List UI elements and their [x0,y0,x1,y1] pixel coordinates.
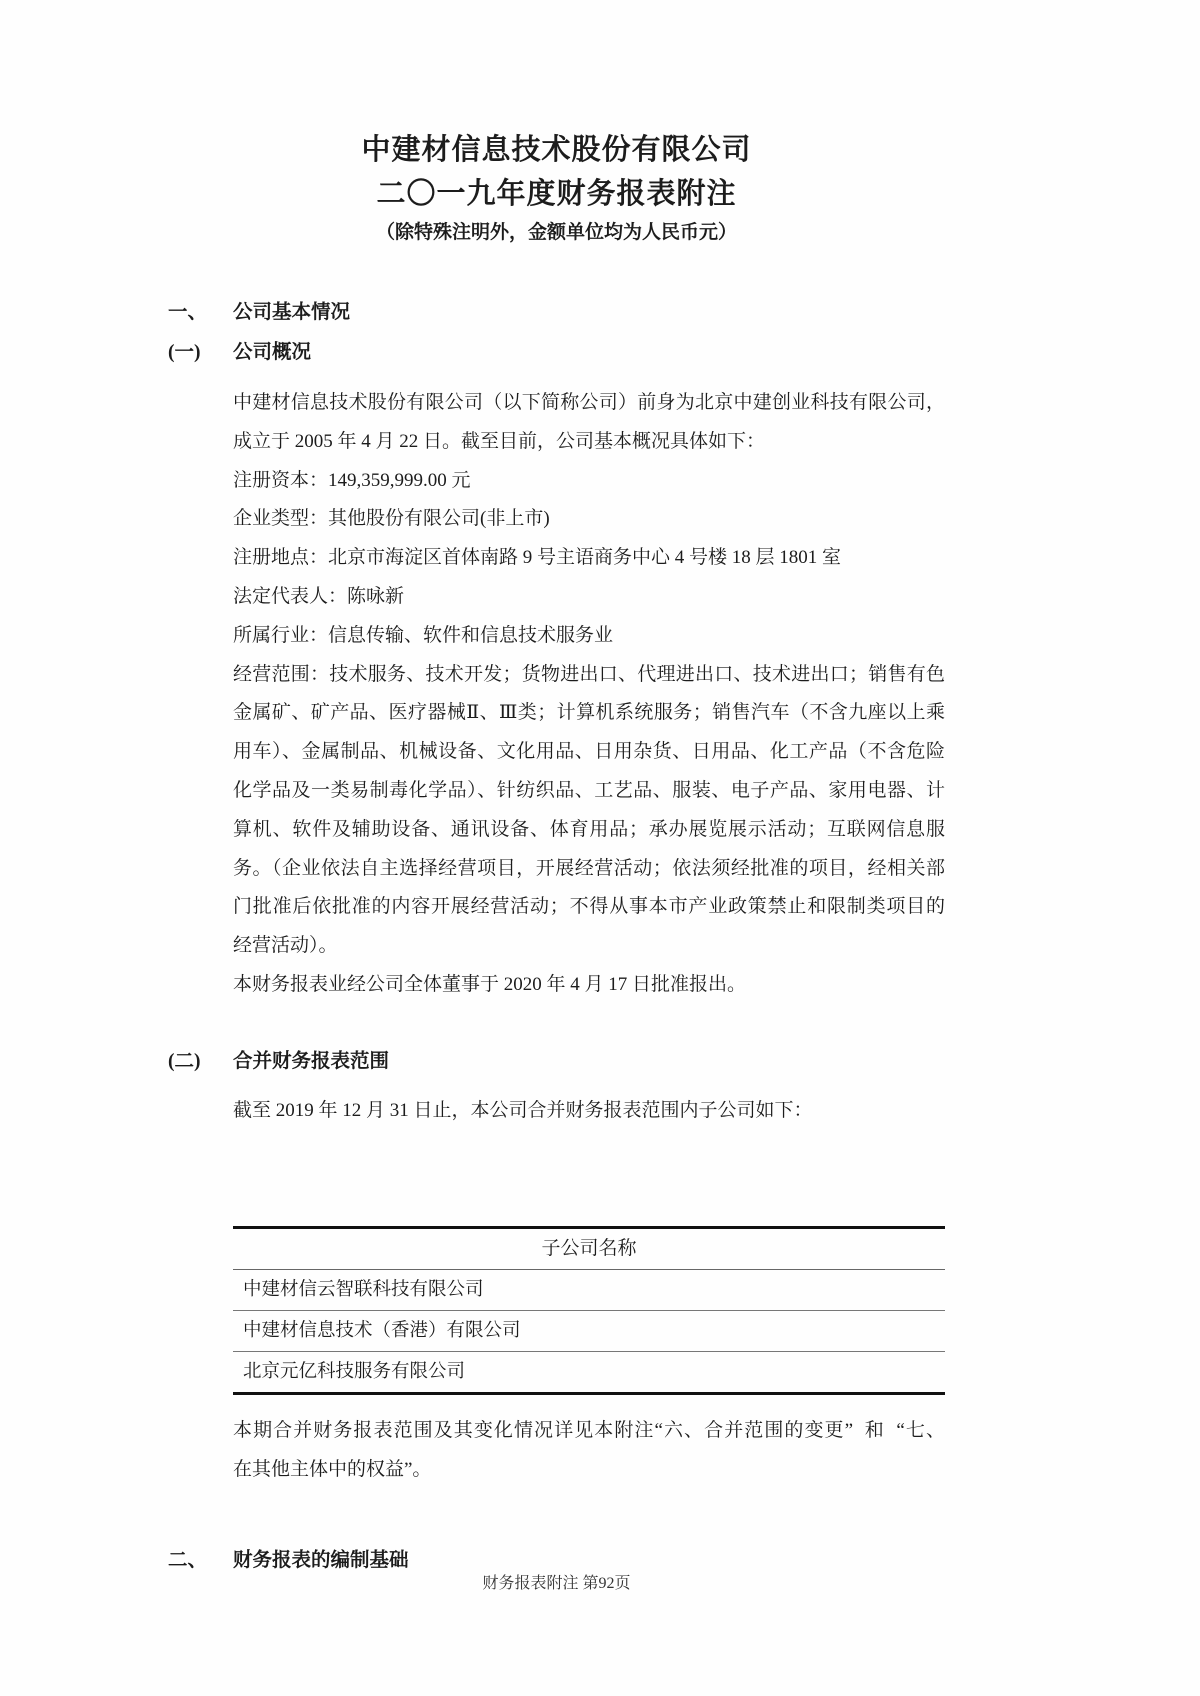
table-row: 中建材信云智联科技有限公司 [233,1270,945,1311]
paragraph-line: 经营活动）。 [233,935,338,957]
section1-title: 公司基本情况 [233,302,351,323]
company-title: 中建材信息技术股份有限公司 [361,134,752,166]
subsection1-heading [168,338,1200,368]
paragraph-line: 务。（企业依法自主选择经营项目，开展经营活动；依法须经批准的项目，经相关部 [233,857,945,879]
paragraph-line: 经营范围：技术服务、技术开发；货物进出口、代理进出口、技术进出口；销售有色 [233,663,945,685]
paragraph-line: 用车）、金属制品、机械设备、文化用品、日用杂货、日用品、化工产品（不含危险 [233,741,945,763]
paragraph-line: 在其他主体中的权益”。 [233,1459,432,1481]
subsection1-number: (一) [168,342,201,363]
paragraph-line: 成立于 2005 年 4 月 22 日。截至目前，公司基本概况具体如下： [233,430,766,452]
paragraph-line: 法定代表人：陈咏新 [233,585,405,607]
paragraph-line: 化学品及一类易制毒化学品）、针纺织品、工艺品、服装、电子产品、家用电器、计 [233,779,945,801]
paragraph-line: 中建材信息技术股份有限公司（以下简称公司）前身为北京中建创业科技有限公司， [233,392,945,413]
paragraph-line: 注册地点：北京市海淀区首体南路 9 号主语商务中心 4 号楼 18 层 1801 室 [233,547,842,569]
paragraph-line: 注册资本：149,359,999.00 元 [233,469,471,491]
paragraph-line: 算机、软件及辅助设备、通讯设备、体育用品；承办展览展示活动；互联网信息服 [233,818,945,840]
table-row: 中建材信息技术（香港）有限公司 [233,1311,945,1352]
paragraph-line: 金属矿、矿产品、医疗器械Ⅱ、Ⅲ类；计算机系统服务；销售汽车（不含九座以上乘 [233,702,945,724]
section1-number: 一、 [168,302,208,323]
scope-intro [233,1091,945,1130]
scope-intro-line: 截至 2019 年 12 月 31 日止，本公司合并财务报表范围内子公司如下： [233,1099,813,1121]
table-row: 北京元亿科技服务有限公司 [243,1361,466,1382]
paragraph-line: 本财务报表业经公司全体董事于 2020 年 4 月 17 日批准报出。 [233,973,747,995]
paragraph-line: 门批准后依批准的内容开展经营活动；不得从事本市产业政策禁止和限制类项目的 [233,896,945,918]
scope-note [233,1411,945,1490]
paragraph-line: 企业类型：其他股份有限公司(非上市) [233,508,550,530]
table-header-subsidiary-name: 子公司名称 [233,1229,945,1270]
section1-heading [168,298,1200,328]
paragraph-line: 本期合并财务报表范围及其变化情况详见本附注“六、合并范围的变更” 和 “七、 [233,1419,945,1441]
section2-number: 二、 [168,1549,208,1571]
paragraph-line: 所属行业：信息传输、软件和信息技术服务业 [233,624,614,646]
subsection2-number: (二) [168,1050,201,1072]
table-body [233,1270,945,1392]
subsection1-title: 公司概况 [233,342,312,363]
report-title: 二〇一九年度财务报表附注 [376,178,737,210]
subsection2-title: 合并财务报表范围 [233,1050,390,1072]
report-subtitle: （除特殊注明外，金额单位均为人民币元） [375,222,737,243]
section2-title: 财务报表的编制基础 [233,1549,409,1571]
title-block [168,128,945,250]
company-overview-paragraphs [233,384,945,1005]
subsidiaries-table [233,1226,945,1395]
page-footer: 财务报表附注 第92页 [482,1575,631,1592]
subsection2-heading [168,1047,1200,1077]
